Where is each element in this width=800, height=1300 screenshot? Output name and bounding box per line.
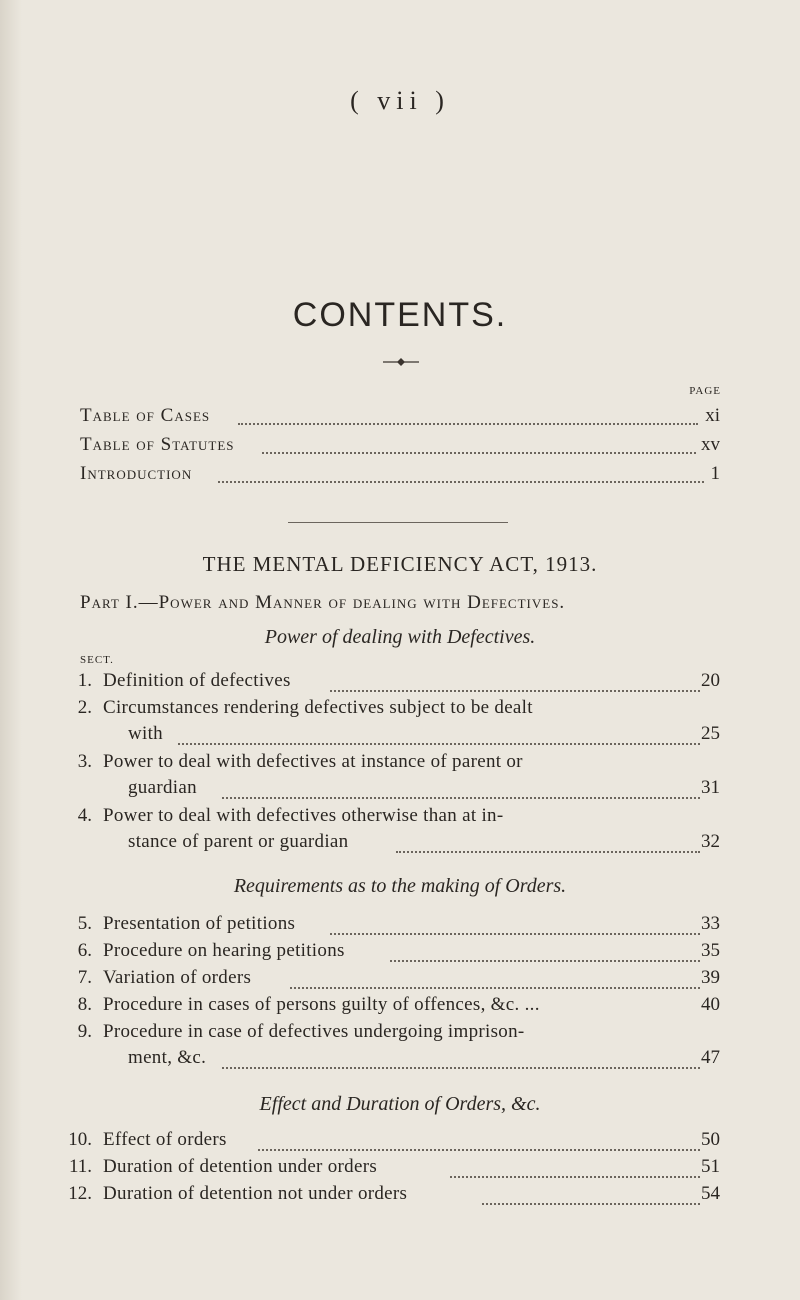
section-number: 11. bbox=[68, 1156, 92, 1177]
leader-dots bbox=[238, 397, 698, 425]
leader-dots bbox=[390, 940, 700, 962]
entry-text: Variation of orders bbox=[103, 967, 252, 988]
section-column-header: SECT. bbox=[80, 654, 114, 666]
page-title: CONTENTS. bbox=[292, 296, 508, 334]
leader-dots bbox=[258, 1129, 700, 1151]
entry-page: 35 bbox=[701, 940, 720, 961]
entry-page: 25 bbox=[701, 723, 720, 744]
page-number: ( vii ) bbox=[350, 86, 450, 115]
entry-text: Power to deal with defectives otherwise than at in- bbox=[103, 805, 504, 826]
entry-text: Procedure in case of defectives undergoing imprison- bbox=[103, 1021, 525, 1042]
section-number: 8. bbox=[77, 994, 92, 1015]
toc-page: 1 bbox=[710, 463, 720, 484]
toc-row-introduction[interactable] bbox=[0, 461, 800, 487]
toc-label: Introduction bbox=[80, 463, 193, 484]
entry-text-continued: guardian bbox=[128, 777, 197, 798]
leader-dots bbox=[178, 723, 700, 745]
toc-label: Table of Statutes bbox=[80, 434, 235, 455]
ornament-divider-icon bbox=[383, 356, 419, 368]
entry-text: Definition of defectives bbox=[103, 670, 291, 691]
entry-text: Procedure in cases of persons guilty of offences, &c. ... bbox=[103, 994, 540, 1015]
entry-text-continued: ment, &c. bbox=[128, 1047, 207, 1068]
act-heading: THE MENTAL DEFICIENCY ACT, 1913. bbox=[202, 552, 598, 576]
entry-text-continued: with bbox=[128, 723, 163, 744]
part-heading: Part I.—Power and Manner of dealing with Defectives. bbox=[80, 592, 566, 613]
entry-text: Duration of detention not under orders bbox=[103, 1183, 408, 1204]
entry-page: 20 bbox=[701, 670, 720, 691]
entry-text: Effect of orders bbox=[103, 1129, 227, 1150]
entry-page: 50 bbox=[701, 1129, 720, 1150]
entry-page: 31 bbox=[701, 777, 720, 798]
section-divider bbox=[288, 522, 508, 523]
leader-dots bbox=[482, 1183, 700, 1205]
section-number: 3. bbox=[77, 751, 92, 772]
group-heading: Requirements as to the making of Orders. bbox=[233, 875, 567, 897]
entry-page: 32 bbox=[701, 831, 720, 852]
page-column-header: PAGE bbox=[689, 385, 721, 397]
section-number: 4. bbox=[77, 805, 92, 826]
section-number: 2. bbox=[77, 697, 92, 718]
section-number: 1. bbox=[77, 670, 92, 691]
section-number: 7. bbox=[77, 967, 92, 988]
entry-text: Presentation of petitions bbox=[103, 913, 296, 934]
leader-dots bbox=[222, 1047, 700, 1069]
entry-text: Circumstances rendering defectives subject to be dealt bbox=[103, 697, 533, 718]
leader-dots bbox=[290, 967, 700, 989]
section-number: 10. bbox=[68, 1129, 92, 1150]
leader-dots bbox=[330, 670, 700, 692]
toc-page: xv bbox=[701, 434, 720, 455]
leader-dots bbox=[222, 777, 700, 799]
leader-dots bbox=[330, 913, 700, 935]
entry-page: 51 bbox=[701, 1156, 720, 1177]
entry-text: Procedure on hearing petitions bbox=[103, 940, 345, 961]
section-number: 5. bbox=[77, 913, 92, 934]
group-heading: Power of dealing with Defectives. bbox=[264, 626, 536, 648]
entry-text-continued: stance of parent or guardian bbox=[128, 831, 349, 852]
section-number: 9. bbox=[77, 1021, 92, 1042]
entry-page: 54 bbox=[701, 1183, 720, 1204]
toc-label: Table of Cases bbox=[80, 405, 211, 426]
entry-page: 39 bbox=[701, 967, 720, 988]
group-heading: Effect and Duration of Orders, &c. bbox=[259, 1093, 541, 1115]
section-number: 6. bbox=[77, 940, 92, 961]
section-number: 12. bbox=[68, 1183, 92, 1204]
entry-page: 33 bbox=[701, 913, 720, 934]
leader-dots bbox=[396, 831, 700, 853]
entry-page: 47 bbox=[701, 1047, 720, 1068]
entry-text: Power to deal with defectives at instance of parent or bbox=[103, 751, 523, 772]
toc-page: xi bbox=[705, 405, 720, 426]
entry-page: 40 bbox=[701, 994, 720, 1015]
leader-dots bbox=[450, 1156, 700, 1178]
leader-dots bbox=[262, 426, 696, 454]
entry-text: Duration of detention under orders bbox=[103, 1156, 378, 1177]
leader-dots bbox=[218, 455, 704, 483]
